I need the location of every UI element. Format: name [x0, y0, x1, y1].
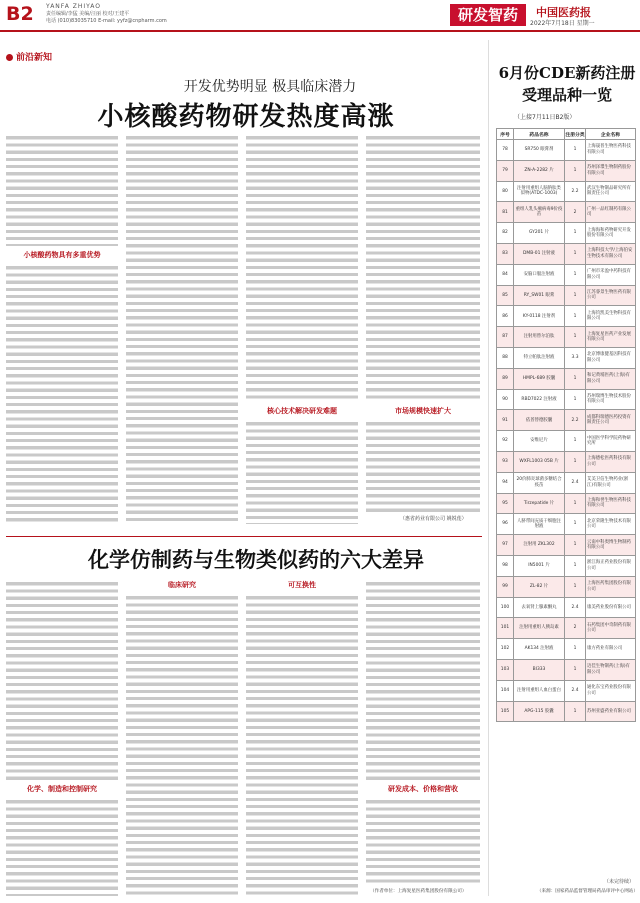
sidebar-title-line2: 受理品种一览 — [521, 86, 612, 104]
row-number: 99 — [497, 576, 514, 597]
row-number: 104 — [497, 680, 514, 701]
registration-class: 1 — [565, 243, 586, 264]
page-number: B2 — [6, 3, 34, 25]
registration-class: 1 — [565, 555, 586, 576]
row-number: 85 — [497, 285, 514, 306]
registration-class: 2.2 — [565, 410, 586, 431]
registration-class: 1 — [565, 306, 586, 327]
registration-class: 1 — [565, 431, 586, 452]
table-row — [497, 181, 636, 202]
company-name: 上海复星医药产业发展有限公司 — [586, 327, 636, 348]
article2-col2-subheading: 临床研究 — [168, 581, 196, 589]
sidebar-source: （来源：国家药品监督管理局药品审评中心网站） — [536, 889, 638, 894]
drug-registration-table — [496, 128, 636, 722]
table-row — [497, 555, 636, 576]
drug-name: Tirzepatide 片 — [514, 493, 565, 514]
registration-class: 1 — [565, 639, 586, 660]
company-name: 成都科瑞德医药投资有限责任公司 — [586, 410, 636, 431]
row-number: 78 — [497, 140, 514, 161]
row-number: 96 — [497, 514, 514, 535]
registration-class: 1 — [565, 285, 586, 306]
registration-class: 1 — [565, 264, 586, 285]
drug-name: 注射用替尔泊肽 — [514, 327, 565, 348]
table-row — [497, 472, 636, 493]
drug-name: HMPL-689 胶囊 — [514, 368, 565, 389]
row-number: 88 — [497, 347, 514, 368]
drug-name: 特立帕肽注射液 — [514, 347, 565, 368]
table-row — [497, 140, 636, 161]
row-number: 93 — [497, 451, 514, 472]
sidebar-caption: （上接7月11日B2版） — [514, 114, 576, 121]
registration-class: 1 — [565, 701, 586, 722]
registration-class: 1 — [565, 576, 586, 597]
row-number: 98 — [497, 555, 514, 576]
registration-class: 1 — [565, 451, 586, 472]
article2-col3-subheading: 可互换性 — [288, 581, 316, 589]
company-name: 中国医学科学院药物研究所 — [586, 431, 636, 452]
drug-name: SR750 眼膏剂 — [514, 140, 565, 161]
drug-name: 安脑口服注射液 — [514, 264, 565, 285]
drug-name: DMB-01 注射液 — [514, 243, 565, 264]
table-row — [497, 514, 636, 535]
company-name: 石药集团中奇制药有限公司 — [586, 618, 636, 639]
column-header: 序号 — [497, 129, 514, 140]
table-row — [497, 618, 636, 639]
article1-col4-subheading: 市场规模快速扩大 — [395, 407, 451, 415]
company-name: 上海钧凯美生物科技有限公司 — [586, 306, 636, 327]
table-row — [497, 347, 636, 368]
column-divider — [488, 40, 489, 896]
row-number: 89 — [497, 368, 514, 389]
article1-title: 小核酸药物研发热度高涨 — [97, 102, 395, 132]
company-name: 上海科技大学/上海伯安生物技术有限公司 — [586, 243, 636, 264]
drug-name: APG-115 胶囊 — [514, 701, 565, 722]
article1-col1-subheading: 小核酸药物具有多重优势 — [23, 251, 101, 259]
table-row — [497, 431, 636, 452]
company-name: 苏州瑞博生物技术股份有限公司 — [586, 389, 636, 410]
row-number: 94 — [497, 472, 514, 493]
row-number: 103 — [497, 659, 514, 680]
article-divider — [6, 536, 482, 537]
kicker-label: 前沿新知 — [16, 53, 53, 63]
table-row — [497, 243, 636, 264]
table-row — [497, 576, 636, 597]
article2-title: 化学仿制药与生物类似药的六大差异 — [88, 548, 424, 572]
company-name: 北京荣隆生物技术有限公司 — [586, 514, 636, 535]
article1-col1-text-bottom — [6, 264, 118, 524]
table-header-row — [497, 129, 636, 140]
registration-class: 2 — [565, 202, 586, 223]
drug-name: 注射用重组人胰岛素 — [514, 618, 565, 639]
article2-col3-text — [246, 594, 358, 896]
company-name: 武汉生物制品研究所有限责任公司 — [586, 181, 636, 202]
registration-class: 2.4 — [565, 472, 586, 493]
section-pinyin: YANFA ZHIYAO — [46, 3, 102, 10]
editor-line: 责任编辑/李猛 美编/汪丽 校对/王建平 — [46, 11, 130, 17]
row-number: 97 — [497, 535, 514, 556]
table-row — [497, 306, 636, 327]
article2-col4-subheading: 研发成本、价格和营收 — [388, 785, 458, 793]
registration-class: 1 — [565, 493, 586, 514]
registration-class: 1 — [565, 223, 586, 244]
drug-name: 注射用重组人脑钠肽类似物(ATDC-1003) — [514, 181, 565, 202]
table-row — [497, 659, 636, 680]
article2-col1-subheading: 化学、制造和控制研究 — [27, 785, 97, 793]
company-name: 广州一品红制药有限公司 — [586, 202, 636, 223]
drug-name: WXFL1003 05B 片 — [514, 451, 565, 472]
drug-name: 重组人乳头瘤病毒9价疫苗 — [514, 202, 565, 223]
article1-col4-text-bottom — [366, 420, 480, 512]
row-number: 90 — [497, 389, 514, 410]
article2-col4-text-bottom — [366, 798, 480, 886]
column-header: 企业名称 — [586, 129, 636, 140]
row-number: 100 — [497, 597, 514, 618]
row-number: 79 — [497, 160, 514, 181]
registration-class: 2.4 — [565, 680, 586, 701]
table-row — [497, 368, 636, 389]
registration-class: 1 — [565, 535, 586, 556]
table-row — [497, 597, 636, 618]
drug-name: RY_SW01 眼膏 — [514, 285, 565, 306]
row-number: 84 — [497, 264, 514, 285]
company-name: 康方药业有限公司 — [586, 639, 636, 660]
drug-name: 去氧肾上腺素酮丸 — [514, 597, 565, 618]
company-name: 广州市禾盈中药科技有限公司 — [586, 264, 636, 285]
drug-name: 注射用 ZKL302 — [514, 535, 565, 556]
article1-subtitle: 开发优势明显 极具临床潜力 — [183, 79, 357, 95]
article1-col4-text-top — [366, 134, 480, 402]
table-row — [497, 451, 636, 472]
table-row — [497, 680, 636, 701]
registration-class: 1 — [565, 659, 586, 680]
drug-name: 人脐带间充质干细胞注射液 — [514, 514, 565, 535]
row-number: 86 — [497, 306, 514, 327]
table-row — [497, 327, 636, 348]
drug-name: GY201 片 — [514, 223, 565, 244]
company-name: 上海和誉生物医药科技有限公司 — [586, 493, 636, 514]
table-row — [497, 701, 636, 722]
article2-author: （作者单位：上海复星医药集团股份有限公司） — [370, 889, 467, 894]
article1-col3-subheading: 核心技术解决研发难题 — [267, 407, 337, 415]
drug-name: ZN-A-2282 片 — [514, 160, 565, 181]
article1-col3-text-top — [246, 134, 358, 402]
row-number: 80 — [497, 181, 514, 202]
column-header: 注册分类 — [565, 129, 586, 140]
drug-name: 20价肺炎球菌多糖结合疫苗 — [514, 472, 565, 493]
drug-name: KY-0118 注射剂 — [514, 306, 565, 327]
company-name: 和记黄埔医药(上海)有限公司 — [586, 368, 636, 389]
company-name: 北京博康健基因科技有限公司 — [586, 347, 636, 368]
drug-name: AK134 注射液 — [514, 639, 565, 660]
contact-line: 电话 (010)83035710 E-mail: yyfz@cnpharm.com — [46, 18, 167, 24]
row-number: 102 — [497, 639, 514, 660]
table-row — [497, 389, 636, 410]
company-name: 上海晟普生物医药科技有限公司 — [586, 140, 636, 161]
company-name: 迈佳生物制药(上海)有限公司 — [586, 659, 636, 680]
company-name: 上海德松医药科技有限公司 — [586, 451, 636, 472]
drug-name: RBD7022 注射液 — [514, 389, 565, 410]
company-name: 云南中科奥博生物制药有限公司 — [586, 535, 636, 556]
bullet-icon — [6, 54, 13, 61]
registration-class: 3.3 — [565, 347, 586, 368]
company-name: 通化东宝药业股份有限公司 — [586, 680, 636, 701]
row-number: 82 — [497, 223, 514, 244]
row-number: 81 — [497, 202, 514, 223]
table-row — [497, 639, 636, 660]
company-name: 艾美卫信生物药业(浙江)有限公司 — [586, 472, 636, 493]
article1-author: （惠省药业有限公司 姚锐莲） — [400, 516, 467, 522]
registration-class: 2.4 — [565, 597, 586, 618]
registration-class: 1 — [565, 140, 586, 161]
row-number: 91 — [497, 410, 514, 431]
registration-class: 2.2 — [565, 181, 586, 202]
sidebar-title-line1: 6月份CDE新药注册 — [498, 64, 636, 82]
drug-name: 安维尼片 — [514, 431, 565, 452]
drug-name: BI333 — [514, 659, 565, 680]
row-number: 105 — [497, 701, 514, 722]
registration-class: 1 — [565, 368, 586, 389]
newspaper-logo: 中国医药报 — [536, 6, 591, 19]
row-number: 95 — [497, 493, 514, 514]
row-number: 87 — [497, 327, 514, 348]
registration-class: 1 — [565, 389, 586, 410]
company-name: 康美药业股份有限公司 — [586, 597, 636, 618]
registration-class: 2 — [565, 618, 586, 639]
row-number: 101 — [497, 618, 514, 639]
company-name: 苏州泽璟生物制药股份有限公司 — [586, 160, 636, 181]
sidebar-footer: （未完待续） — [604, 879, 635, 885]
article1-col1-text-top — [6, 134, 118, 246]
article2-col1-text-top — [6, 580, 118, 780]
article1-col3-text-bottom — [246, 420, 358, 524]
table-row — [497, 410, 636, 431]
drug-name: IN5001 片 — [514, 555, 565, 576]
company-name: 上海医药集团股份有限公司 — [586, 576, 636, 597]
table-row — [497, 285, 636, 306]
registration-class: 1 — [565, 160, 586, 181]
article2-col4-text-top — [366, 580, 480, 780]
drug-name: ZL-82 片 — [514, 576, 565, 597]
registration-class: 1 — [565, 327, 586, 348]
table-row — [497, 535, 636, 556]
column-kicker — [6, 50, 52, 63]
table-row — [497, 223, 636, 244]
section-badge: 研发智药 — [450, 4, 526, 26]
company-name: 上海海和药物研究开发股份有限公司 — [586, 223, 636, 244]
table-row — [497, 202, 636, 223]
company-name: 江苏睿景生物医药有限公司 — [586, 285, 636, 306]
company-name: 苏州亚盛药业有限公司 — [586, 701, 636, 722]
column-header: 药品名称 — [514, 129, 565, 140]
article2-col1-text-bottom — [6, 798, 118, 896]
table-row — [497, 264, 636, 285]
drug-name: 依普替德胶囊 — [514, 410, 565, 431]
company-name: 浙江海正药业股份有限公司 — [586, 555, 636, 576]
table-row — [497, 160, 636, 181]
row-number: 83 — [497, 243, 514, 264]
table-row — [497, 493, 636, 514]
drug-name: 注射用重组人血白蛋白 — [514, 680, 565, 701]
row-number: 92 — [497, 431, 514, 452]
header-rule — [0, 30, 640, 32]
registration-class: 1 — [565, 514, 586, 535]
article1-col2-text — [126, 134, 238, 524]
article2-col2-text — [126, 594, 238, 896]
issue-date: 2022年7月18日 星期一 — [530, 20, 595, 27]
